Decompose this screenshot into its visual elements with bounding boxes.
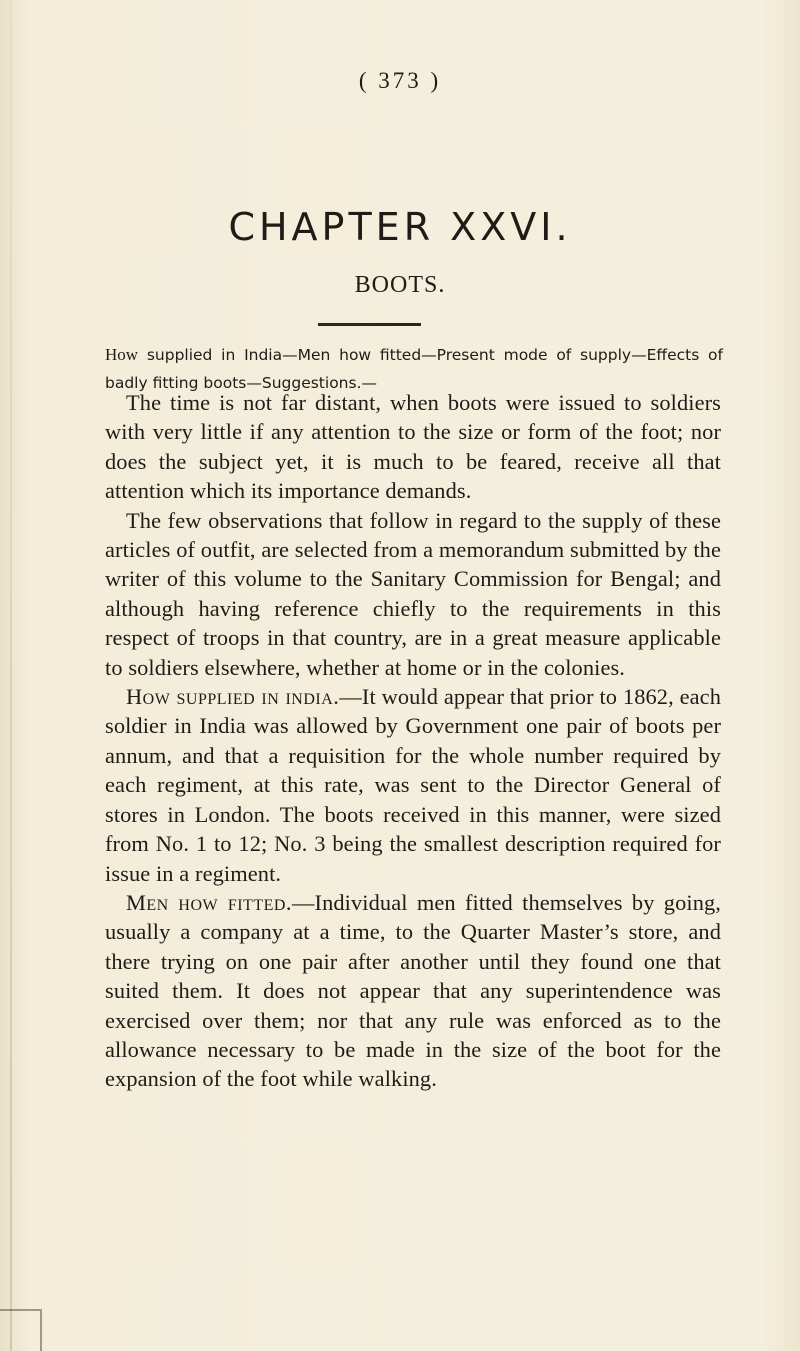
- paragraph-2: [105, 506, 721, 682]
- summary-text: supplied in India—Men how fitted—Present mode of supply—Effects of badly fitting boots—Suggestions.—: [105, 346, 723, 392]
- paragraph-3: [105, 682, 721, 888]
- paragraph-3-text: —It would appear that prior to 1862, each soldier in India was allowed by Government one pair of boots per annum, and that a requisition for the whole number required by each regiment, at this rate, was sent to the Director General of stores in London. The boots received in this manner, were sized from No. 1 to 12; No. 3 being the smallest description required for issue in a regiment.: [105, 684, 721, 886]
- body-text: [105, 388, 721, 1094]
- paragraph-1-text: The time is not far distant, when boots were issued to soldiers with very little if any attention to the size or form of the foot; nor does the subject yet, it is much to be feared, receive all that attention which its importance demands.: [105, 390, 721, 504]
- paragraph-4: [105, 888, 721, 1094]
- paragraph-4-text: —Individual men fitted themselves by going, usually a company at a time, to the Quarter Master’s store, and there trying on one pair after another until they found one that suited them. It does not appear that any superintendence was exercised over them; nor that any rule was enforced as to the allowance necessary to be made in the size of the boot for the expansion of the foot while walking.: [105, 889, 721, 1092]
- summary-lead-word: How: [105, 345, 139, 364]
- chapter-subtitle: BOOTS.: [354, 272, 446, 298]
- paragraph-2-text: The few observations that follow in regard to the supply of these articles of outfit, are selected from a memorandum submitted by the writer of this volume to the Sanitary Commission for Bengal; and although having reference chiefly to the requirements in this respect of troops in that country, are in a great measure applicable to soldiers elsewhere, whether at home or in the colonies.: [105, 507, 721, 680]
- page-edge-shadow: [10, 0, 12, 1351]
- page-corner-mark: [0, 1309, 42, 1351]
- title-rule-divider: [318, 323, 421, 326]
- paragraph-3-heading: How supplied in india.: [126, 684, 340, 710]
- paragraph-1: [105, 388, 721, 506]
- chapter-title: CHAPTER XXVI.: [228, 205, 572, 249]
- paragraph-4-heading: Men how fitted.: [126, 889, 293, 915]
- page-number: ( 373 ): [358, 68, 442, 93]
